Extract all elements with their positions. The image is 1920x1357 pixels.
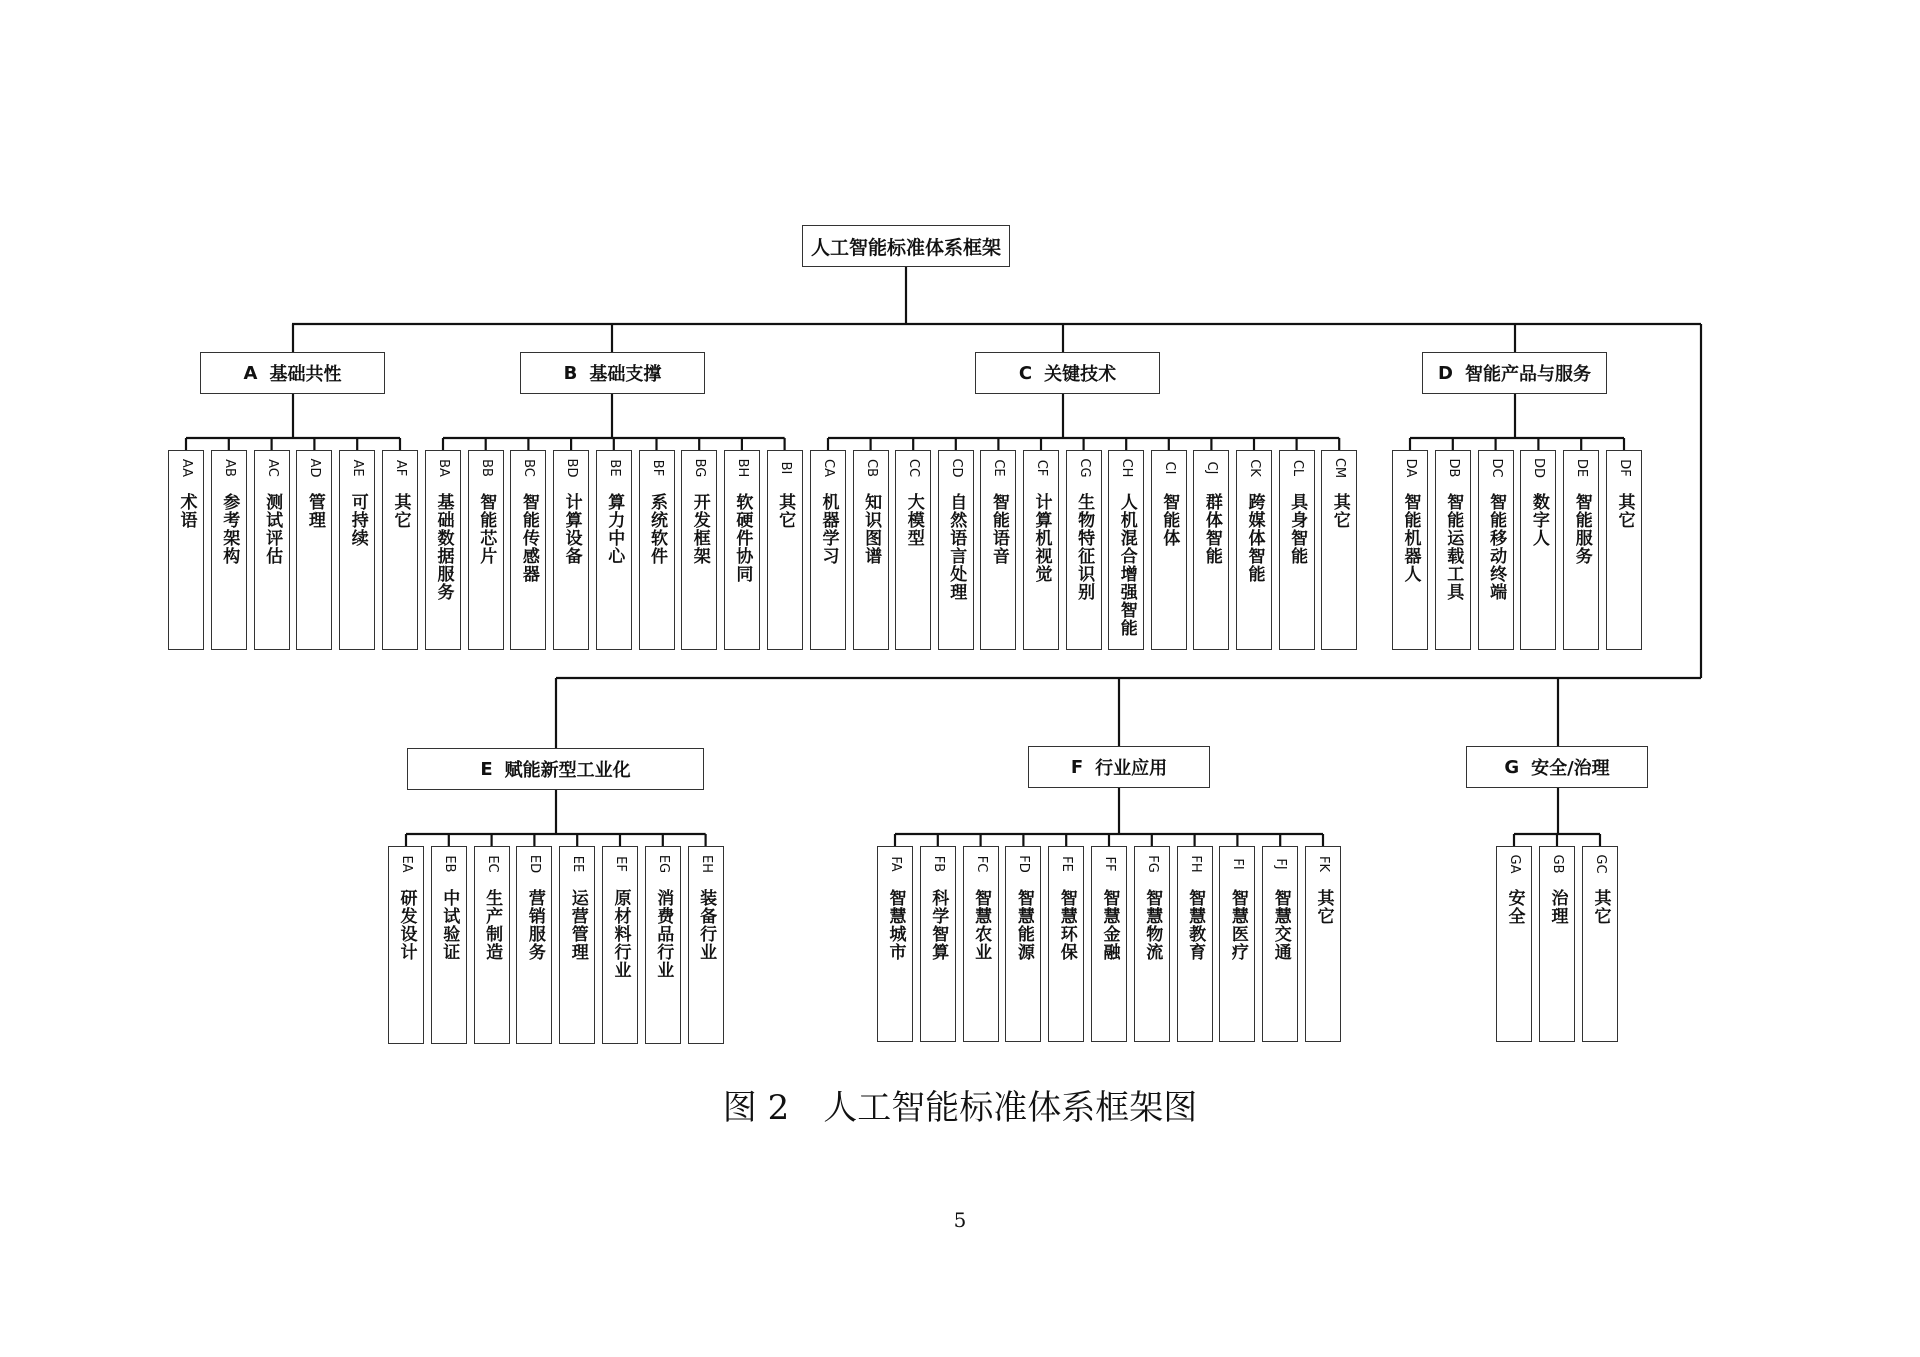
leaf-node-bc: [510, 450, 546, 650]
leaf-node-ed: [516, 846, 552, 1044]
leaf-code: CM: [1332, 457, 1348, 479]
leaf-name: 系统软件: [647, 493, 667, 565]
leaf-name: 智慧医疗: [1227, 889, 1248, 961]
leaf-code: BD: [564, 458, 580, 478]
leaf-node-cb: [853, 450, 889, 650]
leaf-node-cm: [1321, 450, 1357, 650]
leaf-name: 原材料行业: [610, 889, 631, 979]
category-name: 基础支撑: [589, 364, 662, 385]
leaf-name: 智能芯片: [476, 493, 497, 565]
figure-caption: [0, 1080, 1920, 1129]
leaf-code: CI: [1161, 461, 1177, 475]
figure-title: 人工智能标准体系框架图: [823, 1088, 1198, 1128]
leaf-name: 自然语言处理: [946, 493, 967, 601]
leaf-code: EH: [698, 855, 714, 873]
leaf-code: FE: [1059, 856, 1075, 872]
leaf-node-de: [1563, 450, 1599, 650]
leaf-node-gc: [1582, 846, 1618, 1042]
leaf-node-gb: [1539, 846, 1575, 1042]
leaf-node-ce: [980, 450, 1016, 650]
leaf-name: 智慧环保: [1056, 889, 1077, 961]
leaf-code: BG: [692, 458, 708, 478]
leaf-node-ae: [339, 450, 375, 650]
leaf-code: FB: [930, 855, 946, 873]
category-f-node: [1028, 746, 1210, 788]
leaf-name: 其它: [775, 493, 796, 529]
root-node: [802, 225, 1010, 267]
leaf-name: 其它: [1614, 493, 1635, 529]
category-name: 行业应用: [1095, 758, 1168, 779]
category-name: 基础共性: [269, 364, 342, 385]
leaf-node-dd: [1520, 450, 1556, 650]
category-name: 安全/治理: [1531, 758, 1610, 779]
category-code: C: [1018, 362, 1033, 384]
leaf-name: 智慧能源: [1013, 889, 1034, 961]
category-name: 关键技术: [1044, 364, 1117, 385]
leaf-name: 智能机器人: [1400, 493, 1421, 583]
leaf-code: AC: [264, 459, 280, 477]
leaf-node-fh: [1177, 846, 1213, 1042]
leaf-node-fe: [1048, 846, 1084, 1042]
leaf-code: FF: [1102, 856, 1117, 872]
category-code: E: [480, 758, 493, 780]
leaf-code: CA: [821, 459, 836, 477]
leaf-name: 智慧农业: [971, 889, 992, 961]
leaf-node-ci: [1151, 450, 1187, 650]
category-code: F: [1070, 756, 1084, 778]
leaf-code: EE: [570, 855, 586, 873]
leaf-code: EC: [484, 855, 500, 873]
leaf-code: CJ: [1204, 461, 1220, 475]
leaf-node-ac: [254, 450, 290, 650]
category-d-node: [1422, 352, 1607, 394]
leaf-node-fd: [1005, 846, 1041, 1042]
leaf-name: 智能语音: [988, 493, 1009, 565]
leaf-name: 其它: [390, 493, 411, 529]
leaf-node-eh: [688, 846, 724, 1044]
leaf-name: 算力中心: [604, 493, 625, 565]
leaf-code: FH: [1187, 855, 1203, 873]
leaf-code: BH: [734, 458, 750, 478]
leaf-code: DA: [1403, 458, 1418, 478]
leaf-node-bf: [639, 450, 675, 650]
root-node-label: 人工智能标准体系框架: [810, 236, 1001, 259]
leaf-code: AA: [179, 458, 194, 478]
leaf-node-cc: [895, 450, 931, 650]
leaf-node-fb: [920, 846, 956, 1042]
leaf-name: 智慧教育: [1185, 889, 1206, 961]
leaf-node-fi: [1219, 846, 1255, 1042]
leaf-node-cl: [1279, 450, 1315, 650]
leaf-name: 生物特征识别: [1074, 493, 1095, 601]
leaf-code: AF: [393, 459, 408, 477]
leaf-code: GA: [1507, 854, 1522, 874]
leaf-code: BB: [478, 459, 494, 477]
leaf-code: FI: [1230, 858, 1246, 870]
leaf-code: FK: [1316, 855, 1331, 872]
category-name: 智能产品与服务: [1464, 364, 1591, 385]
leaf-code: AE: [350, 459, 366, 477]
leaf-code: DC: [1488, 458, 1504, 478]
leaf-code: GB: [1550, 854, 1565, 874]
leaf-code: DB: [1445, 458, 1461, 478]
category-a-node: [200, 352, 385, 394]
leaf-code: DD: [1531, 457, 1547, 479]
leaf-node-fc: [963, 846, 999, 1042]
leaf-node-ab: [211, 450, 247, 650]
leaf-code: AB: [221, 459, 237, 477]
leaf-name: 其它: [1329, 493, 1350, 529]
leaf-node-ec: [474, 846, 510, 1044]
leaf-name: 人机混合增强智能: [1116, 493, 1137, 637]
leaf-node-db: [1435, 450, 1471, 650]
category-code: B: [563, 362, 578, 384]
figure-number: 图 2: [722, 1088, 790, 1128]
leaf-code: FG: [1144, 855, 1160, 873]
leaf-node-aa: [168, 450, 204, 650]
leaf-code: EB: [441, 855, 457, 873]
leaf-code: CF: [1034, 459, 1049, 477]
leaf-name: 智能服务: [1571, 493, 1592, 565]
leaf-node-eb: [431, 846, 467, 1044]
leaf-code: CK: [1247, 459, 1262, 477]
leaf-node-bb: [468, 450, 504, 650]
leaf-code: BF: [649, 459, 665, 477]
category-code: A: [243, 362, 258, 384]
category-code: G: [1504, 756, 1520, 778]
leaf-code: GC: [1593, 854, 1608, 874]
leaf-node-dc: [1478, 450, 1514, 650]
category-name: 赋能新型工业化: [504, 760, 631, 781]
leaf-node-fa: [877, 846, 913, 1042]
leaf-name: 知识图谱: [861, 493, 882, 565]
leaf-name: 群体智能: [1201, 493, 1222, 565]
leaf-code: BA: [436, 459, 451, 477]
leaf-node-be: [596, 450, 632, 650]
category-b-node: [520, 352, 705, 394]
leaf-name: 智慧金融: [1099, 889, 1120, 961]
leaf-name: 软硬件协同: [732, 493, 753, 583]
leaf-code: AD: [307, 458, 323, 478]
leaf-name: 计算机视觉: [1031, 493, 1052, 583]
leaf-code: DF: [1617, 459, 1632, 477]
leaf-code: CB: [863, 459, 879, 477]
leaf-node-ga: [1496, 846, 1532, 1042]
leaf-node-bd: [553, 450, 589, 650]
leaf-node-bi: [767, 450, 803, 650]
leaf-code: DE: [1574, 458, 1590, 478]
leaf-name: 研发设计: [396, 889, 417, 961]
leaf-node-ff: [1091, 846, 1127, 1042]
leaf-name: 管理: [304, 493, 325, 529]
leaf-name: 装备行业: [696, 889, 717, 961]
leaf-code: CG: [1076, 458, 1092, 478]
leaf-node-eg: [645, 846, 681, 1044]
leaf-code: EA: [399, 855, 414, 873]
leaf-node-cj: [1193, 450, 1229, 650]
leaf-name: 运营管理: [567, 889, 588, 961]
leaf-code: FC: [973, 855, 989, 873]
leaf-name: 跨媒体智能: [1244, 493, 1265, 583]
leaf-name: 科学智算: [928, 889, 949, 961]
leaf-node-ef: [602, 846, 638, 1044]
leaf-name: 开发框架: [689, 493, 710, 565]
leaf-name: 消费品行业: [653, 889, 674, 979]
leaf-name: 智慧城市: [885, 889, 906, 961]
leaf-code: FD: [1016, 855, 1032, 873]
leaf-code: CE: [991, 459, 1007, 477]
leaf-code: EF: [613, 856, 628, 872]
leaf-name: 参考架构: [219, 493, 240, 565]
leaf-node-cf: [1023, 450, 1059, 650]
leaf-code: BI: [777, 461, 793, 475]
leaf-node-ea: [388, 846, 424, 1044]
leaf-code: CC: [906, 458, 922, 478]
leaf-name: 智能移动终端: [1486, 493, 1507, 601]
leaf-node-bh: [724, 450, 760, 650]
leaf-name: 大模型: [903, 493, 924, 547]
leaf-code: FA: [888, 856, 903, 872]
category-c-node: [975, 352, 1160, 394]
category-g-node: [1466, 746, 1648, 788]
leaf-node-bg: [681, 450, 717, 650]
leaf-code: ED: [527, 854, 543, 874]
leaf-node-fg: [1134, 846, 1170, 1042]
leaf-name: 智能传感器: [518, 493, 539, 583]
leaf-code: BE: [606, 459, 622, 477]
leaf-name: 其它: [1313, 889, 1334, 925]
page-number: 5: [953, 1208, 967, 1232]
leaf-name: 计算设备: [561, 493, 582, 565]
leaf-name: 智慧交通: [1270, 889, 1291, 961]
leaf-node-ee: [559, 846, 595, 1044]
leaf-node-fk: [1305, 846, 1341, 1042]
leaf-code: BC: [521, 459, 537, 477]
leaf-name: 数字人: [1528, 493, 1549, 547]
leaf-node-cg: [1066, 450, 1102, 650]
leaf-name: 中试验证: [439, 889, 460, 961]
leaf-node-cd: [938, 450, 974, 650]
leaf-name: 智慧物流: [1142, 889, 1163, 961]
leaf-node-ba: [425, 450, 461, 650]
leaf-node-ch: [1108, 450, 1144, 650]
leaf-name: 机器学习: [818, 493, 839, 565]
leaf-name: 营销服务: [524, 889, 545, 961]
leaf-code: CL: [1289, 459, 1305, 477]
category-e-node: [407, 748, 704, 790]
leaf-node-ad: [296, 450, 332, 650]
leaf-name: 测试评估: [262, 493, 283, 565]
leaf-node-af: [382, 450, 418, 650]
leaf-node-fj: [1262, 846, 1298, 1042]
leaf-name: 智能运载工具: [1443, 493, 1464, 601]
leaf-code: CH: [1119, 458, 1135, 478]
leaf-name: 安全: [1504, 889, 1525, 925]
category-code: D: [1438, 362, 1453, 384]
leaf-node-da: [1392, 450, 1428, 650]
leaf-name: 具身智能: [1287, 493, 1308, 565]
leaf-name: 智能体: [1159, 493, 1180, 547]
leaf-name: 生产制造: [482, 889, 503, 961]
leaf-name: 其它: [1590, 889, 1611, 925]
leaf-name: 可持续: [347, 493, 368, 547]
leaf-node-ck: [1236, 450, 1272, 650]
leaf-code: FJ: [1273, 858, 1289, 870]
leaf-code: EG: [655, 854, 671, 874]
leaf-code: CD: [948, 458, 964, 478]
leaf-name: 治理: [1547, 889, 1568, 925]
leaf-name: 基础数据服务: [433, 493, 454, 601]
leaf-node-df: [1606, 450, 1642, 650]
leaf-name: 术语: [176, 493, 197, 529]
leaf-node-ca: [810, 450, 846, 650]
